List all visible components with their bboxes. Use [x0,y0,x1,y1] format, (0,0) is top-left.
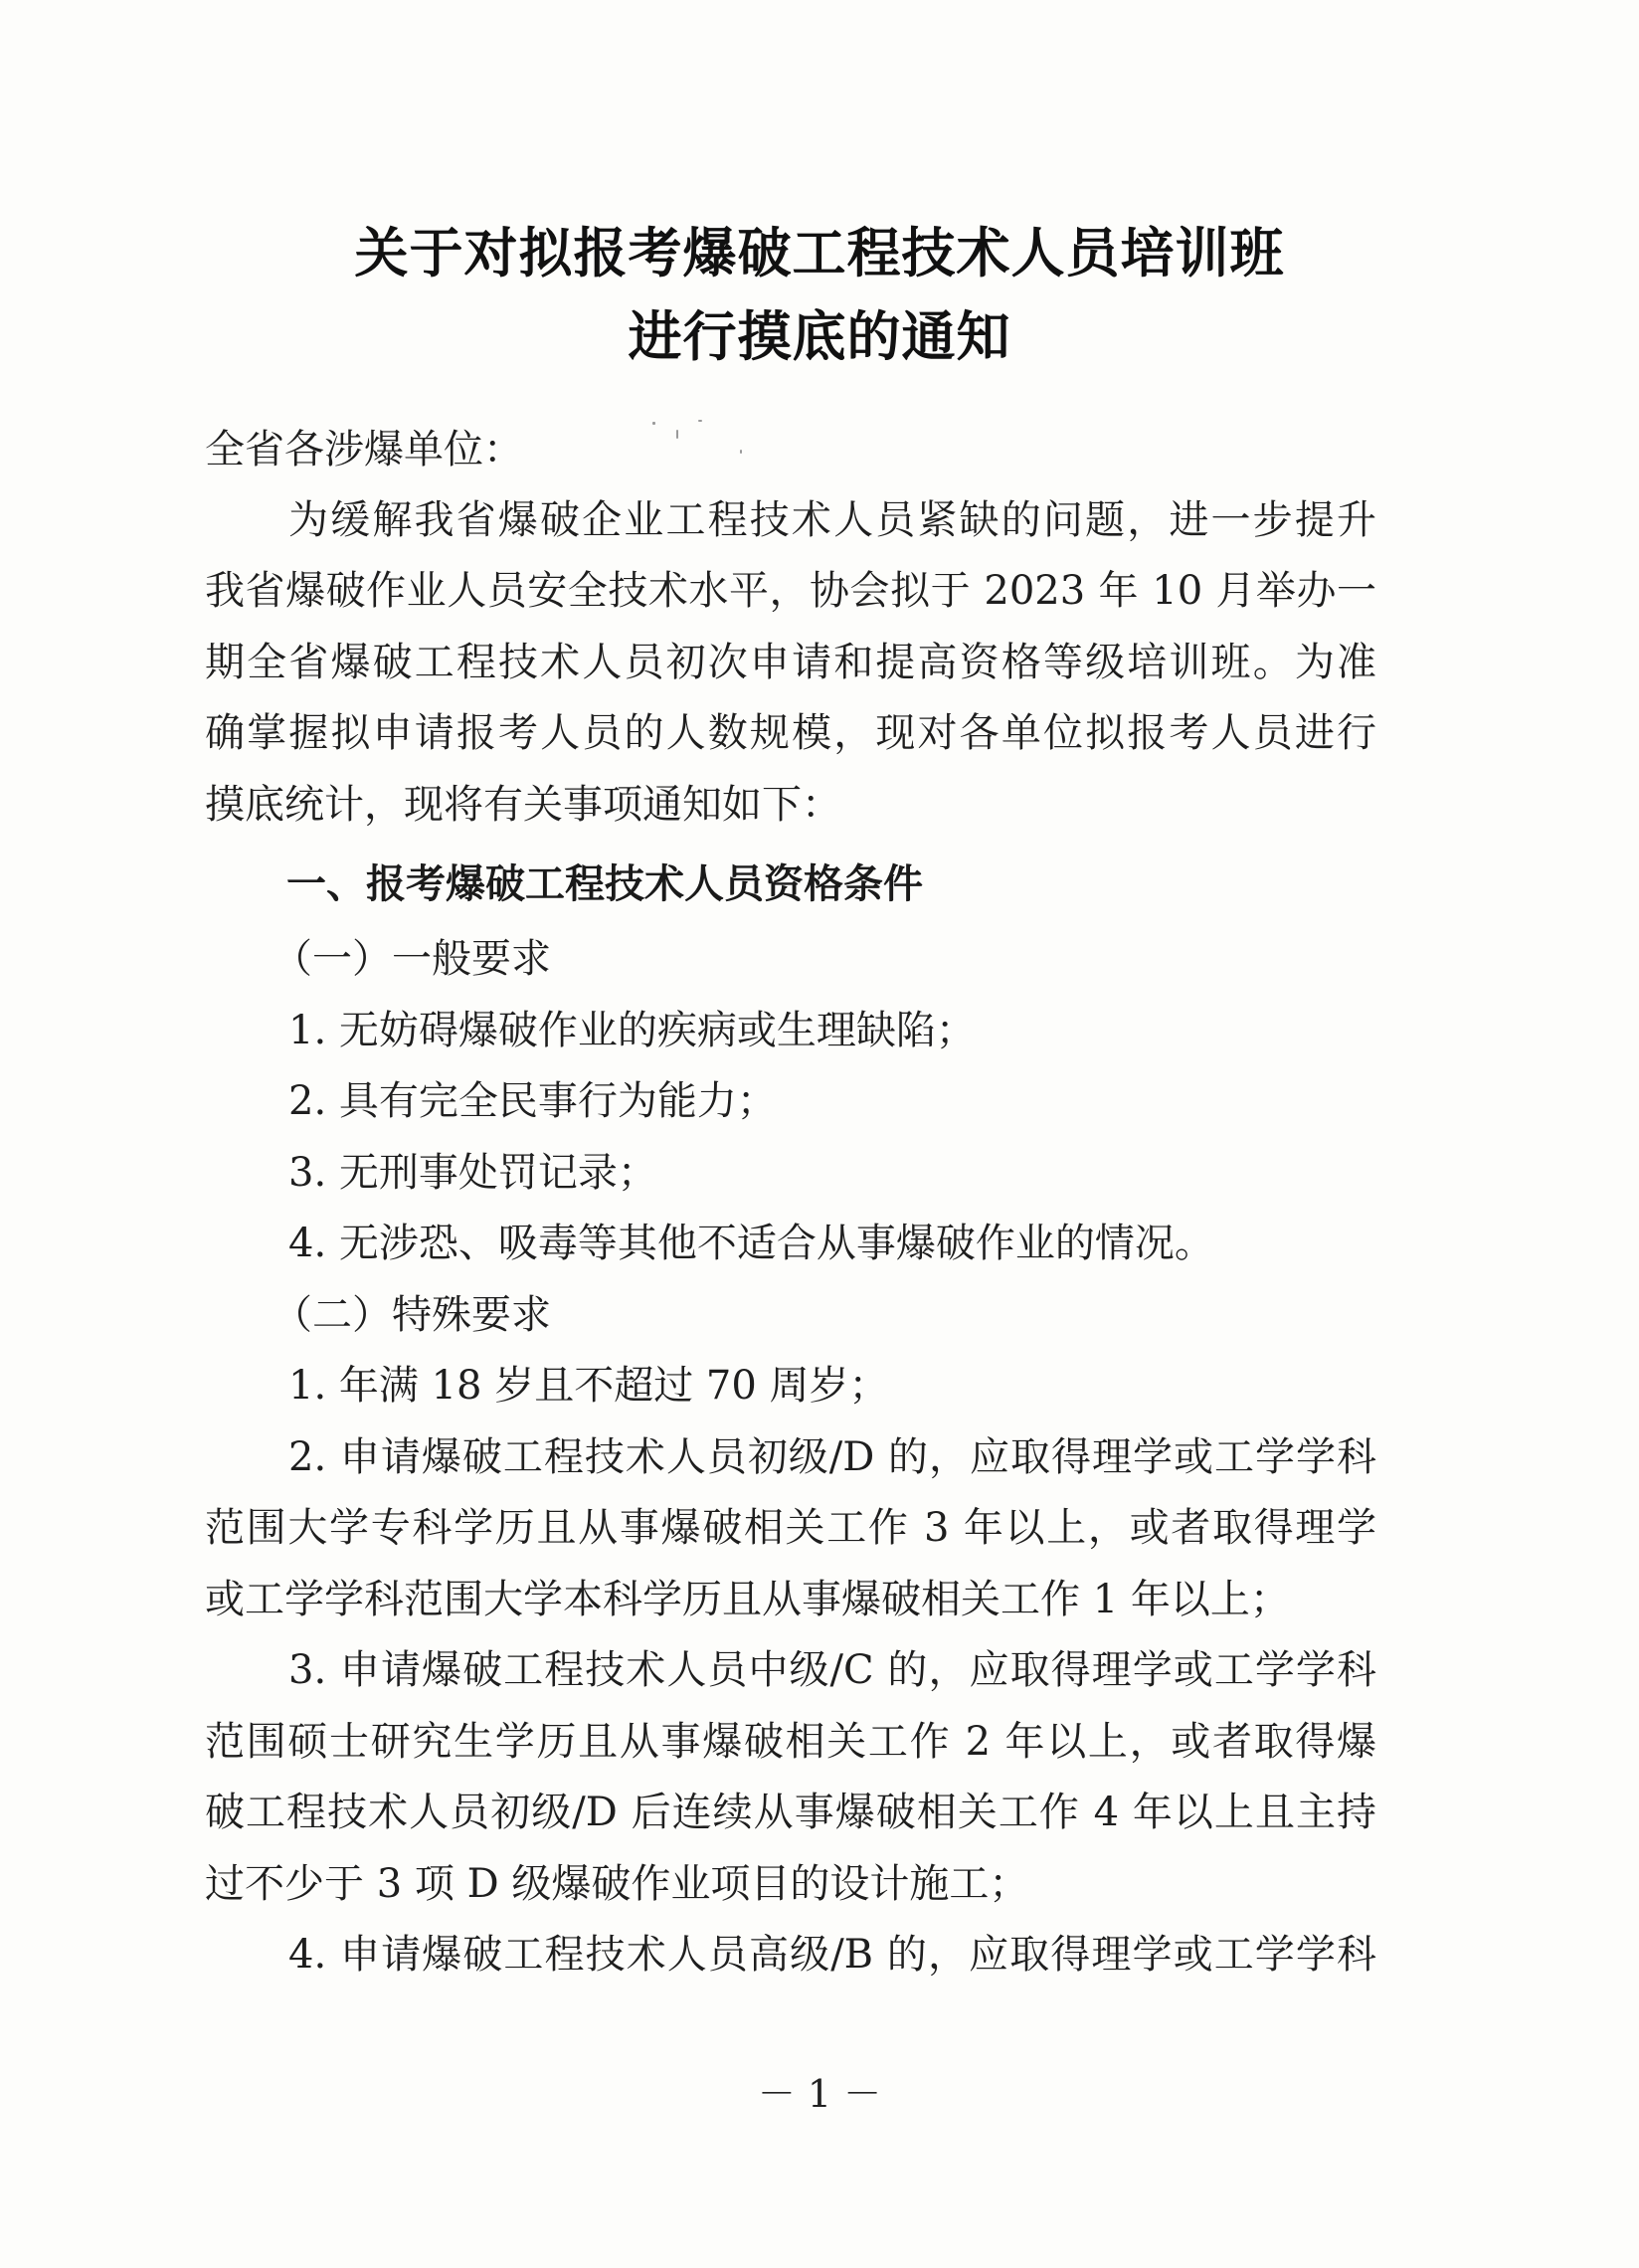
intro-line-3: 期全省爆破工程技术人员初次申请和提高资格等级培训班。为准 [205,640,1376,685]
scan-speck [740,450,742,454]
special-item-3-line-2: 范围硕士研究生学历且从事爆破相关工作 2 年以上，或者取得爆 [205,1719,1376,1765]
scan-speck [652,422,655,425]
intro-line-1: 为缓解我省爆破企业工程技术人员紧缺的问题，进一步提升 [288,497,1376,543]
document-title-line1: 关于对拟报考爆破工程技术人员培训班 [354,221,1285,284]
general-item-2: 2. 具有完全民事行为能力； [288,1078,777,1124]
scan-speck [698,420,702,422]
page-number: － 1 － [757,2072,882,2116]
general-item-1: 1. 无妨碍爆破作业的疾病或生理缺陷； [288,1008,976,1053]
special-item-1: 1. 年满 18 岁且不超过 70 周岁； [288,1363,889,1409]
general-item-3: 3. 无刑事处罚记录； [288,1150,657,1196]
intro-line-2: 我省爆破作业人员安全技术水平，协会拟于 2023 年 10 月举办一 [205,568,1376,614]
special-item-4-line-1: 4. 申请爆破工程技术人员高级/B 的，应取得理学或工学学科 [288,1932,1376,1978]
salutation: 全省各涉爆单位： [205,427,523,472]
scan-speck [676,430,678,439]
subsection-heading-special: （二）特殊要求 [273,1292,551,1338]
section-heading-qualifications: 一、报考爆破工程技术人员资格条件 [286,861,923,907]
special-item-2-line-1: 2. 申请爆破工程技术人员初级/D 的，应取得理学或工学学科 [288,1434,1376,1480]
special-item-3-line-1: 3. 申请爆破工程技术人员中级/C 的，应取得理学或工学学科 [288,1647,1376,1693]
subsection-heading-general: （一）一般要求 [273,936,551,982]
special-item-3-line-4: 过不少于 3 项 D 级爆破作业项目的设计施工； [205,1861,1029,1907]
document-title-line2: 进行摸底的通知 [628,304,1011,368]
general-item-4: 4. 无涉恐、吸毒等其他不适合从事爆破作业的情况。 [288,1221,1214,1266]
special-item-3-line-3: 破工程技术人员初级/D 后连续从事爆破相关工作 4 年以上且主持 [205,1790,1376,1835]
intro-line-4: 确掌握拟申请报考人员的人数规模，现对各单位拟报考人员进行 [205,710,1376,756]
special-item-2-line-2: 范围大学专科学历且从事爆破相关工作 3 年以上，或者取得理学 [205,1505,1376,1551]
intro-line-5: 摸底统计，现将有关事项通知如下： [205,782,841,828]
special-item-2-line-3: 或工学学科范围大学本科学历且从事爆破相关工作 1 年以上； [205,1577,1290,1622]
